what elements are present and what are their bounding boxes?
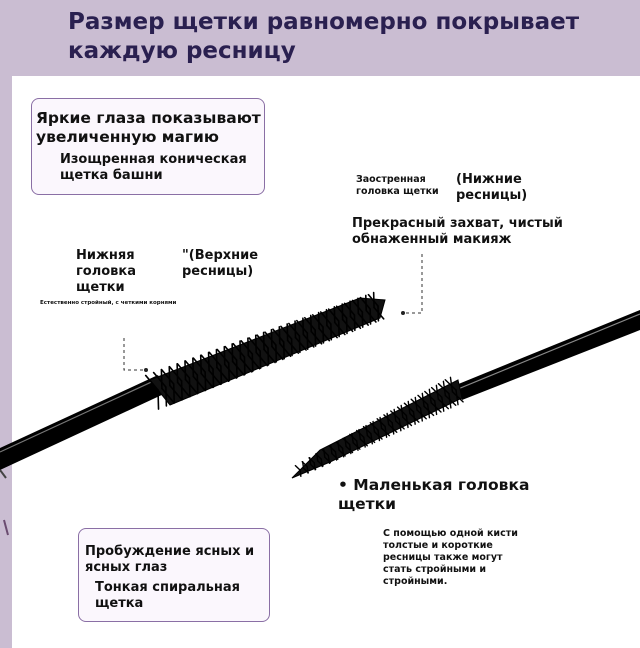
right-wand-brush [292, 377, 463, 478]
right-brush-benefit: Прекрасный захват, чистый обнаженный макияж [352, 216, 563, 247]
page-title: Размер щетки равномерно покрывает каждую ресницу [68, 9, 580, 64]
left-brush-head-label: Нижняя головка щетки [76, 248, 136, 295]
feature-box-top-heading: Яркие глаза показывают увеличенную магию [36, 109, 261, 146]
left-brush-lashes-label: "(Верхние ресницы) [182, 248, 259, 279]
right-brush-head-label: Заостренная головка щетки [356, 174, 439, 197]
feature-box-bottom-sub: Тонкая спиральная щетка [95, 580, 240, 611]
feature-box-top [31, 98, 265, 195]
feature-box-bottom-heading: Пробуждение ясных и ясных глаз [85, 544, 255, 575]
left-wand-rod [0, 375, 166, 470]
right-brush-lashes-label: (Нижние ресницы) [456, 172, 528, 203]
right-wand-rod [456, 310, 640, 400]
feature-box-bottom [78, 528, 270, 622]
left-wand-brush [146, 293, 385, 409]
left-brush-note: Естественно стройный, с четкими корнями [40, 300, 177, 306]
right-brush-description: С помощью одной кисти толстые и короткие ресницы также могут стать стройными и стройными. [383, 528, 518, 587]
feature-box-top-sub: Изощренная коническая щетка башни [60, 152, 247, 183]
right-brush-small-head: • Маленькая головка щетки [338, 476, 530, 513]
